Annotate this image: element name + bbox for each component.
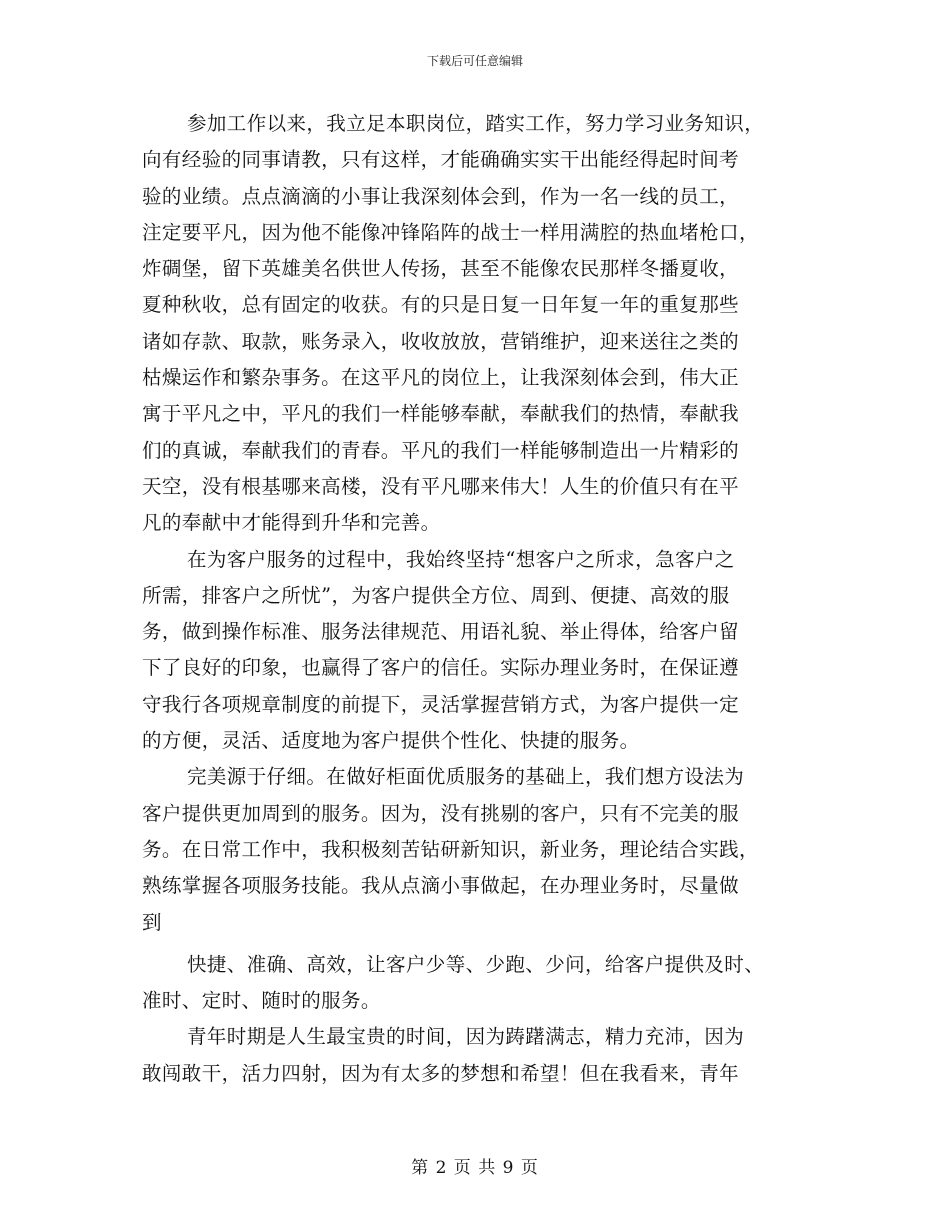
text-line: 枯燥运作和繁杂事务。在这平凡的岗位上，让我深刻体会到，伟大正: [142, 366, 740, 390]
text-line: 夏种秋收，总有固定的收获。有的只是日复一日年复一年的重复那些: [142, 293, 740, 317]
text-line: 客户提供更加周到的服务。因为，没有挑剔的客户，只有不完美的服: [142, 801, 740, 825]
text-line: 诸如存款、取款，账务录入，收收放放，营销维护，迎来送往之类的: [142, 329, 740, 353]
text-line: 熟练掌握各项服务技能。我从点滴小事做起，在办理业务时，尽量做: [142, 874, 740, 898]
text-line: 炸碉堡，留下英雄美名供世人传扬，甚至不能像农民那样冬播夏收，: [142, 257, 740, 281]
text-line: 下了良好的印象，也赢得了客户的信任。实际办理业务时，在保证遵: [142, 656, 740, 680]
text-line: 在为客户服务的过程中，我始终坚持“想客户之所求，急客户之: [187, 547, 735, 571]
text-line: 所需，排客户之所忧”，为客户提供全方位、周到、便捷、高效的服: [142, 583, 730, 607]
text-line: 准时、定时、随时的服务。: [142, 989, 381, 1013]
text-line: 天空，没有根基哪来高楼，没有平凡哪来伟大！人生的价值只有在平: [142, 474, 740, 498]
page-header: 下载后可任意编辑: [426, 54, 523, 68]
text-line: 参加工作以来，我立足本职岗位，踏实工作，努力学习业务知识，: [187, 112, 765, 135]
text-line: 到: [142, 910, 162, 934]
text-line: 寓于平凡之中，平凡的我们一样能够奉献，奉献我们的热情，奉献我: [142, 402, 740, 426]
text-line: 们的真诚，奉献我们的青春。平凡的我们一样能够制造出一片精彩的: [142, 438, 740, 462]
text-line: 青年时期是人生最宝贵的时间，因为踌躇满志，精力充沛，因为: [187, 1025, 745, 1049]
text-line: 完美源于仔细。在做好柜面优质服务的基础上，我们想方设法为: [187, 765, 745, 789]
text-line: 务，做到操作标准、服务法律规范、用语礼貌、举止得体，给客户留: [142, 620, 740, 644]
document-body: [142, 106, 808, 1092]
text-line: 敢闯敢干，活力四射，因为有太多的梦想和希望！但在我看来，青年: [142, 1061, 740, 1085]
text-line: 务。在日常工作中，我积极刻苦钻研新知识，新业务，理论结合实践，: [142, 837, 759, 861]
text-line: 验的业绩。点点滴滴的小事让我深刻体会到，作为一名一线的员工，: [142, 184, 740, 208]
page-number-footer: 第 2 页 共 9 页: [411, 1158, 539, 1178]
text-line: 注定要平凡，因为他不能像冲锋陷阵的战士一样用满腔的热血堵枪口，: [142, 220, 759, 244]
text-line: 的方便，灵活、适度地为客户提供个性化、快捷的服务。: [142, 729, 640, 753]
text-line: 向有经验的同事请教，只有这样，才能确确实实干出能经得起时间考: [142, 148, 740, 172]
text-line: 守我行各项规章制度的前提下，灵活掌握营销方式，为客户提供一定: [142, 692, 740, 716]
text-line: 快捷、准确、高效，让客户少等、少跑、少问，给客户提供及时、: [187, 952, 765, 976]
text-line: 凡的奉献中才能得到升华和完善。: [142, 511, 441, 535]
